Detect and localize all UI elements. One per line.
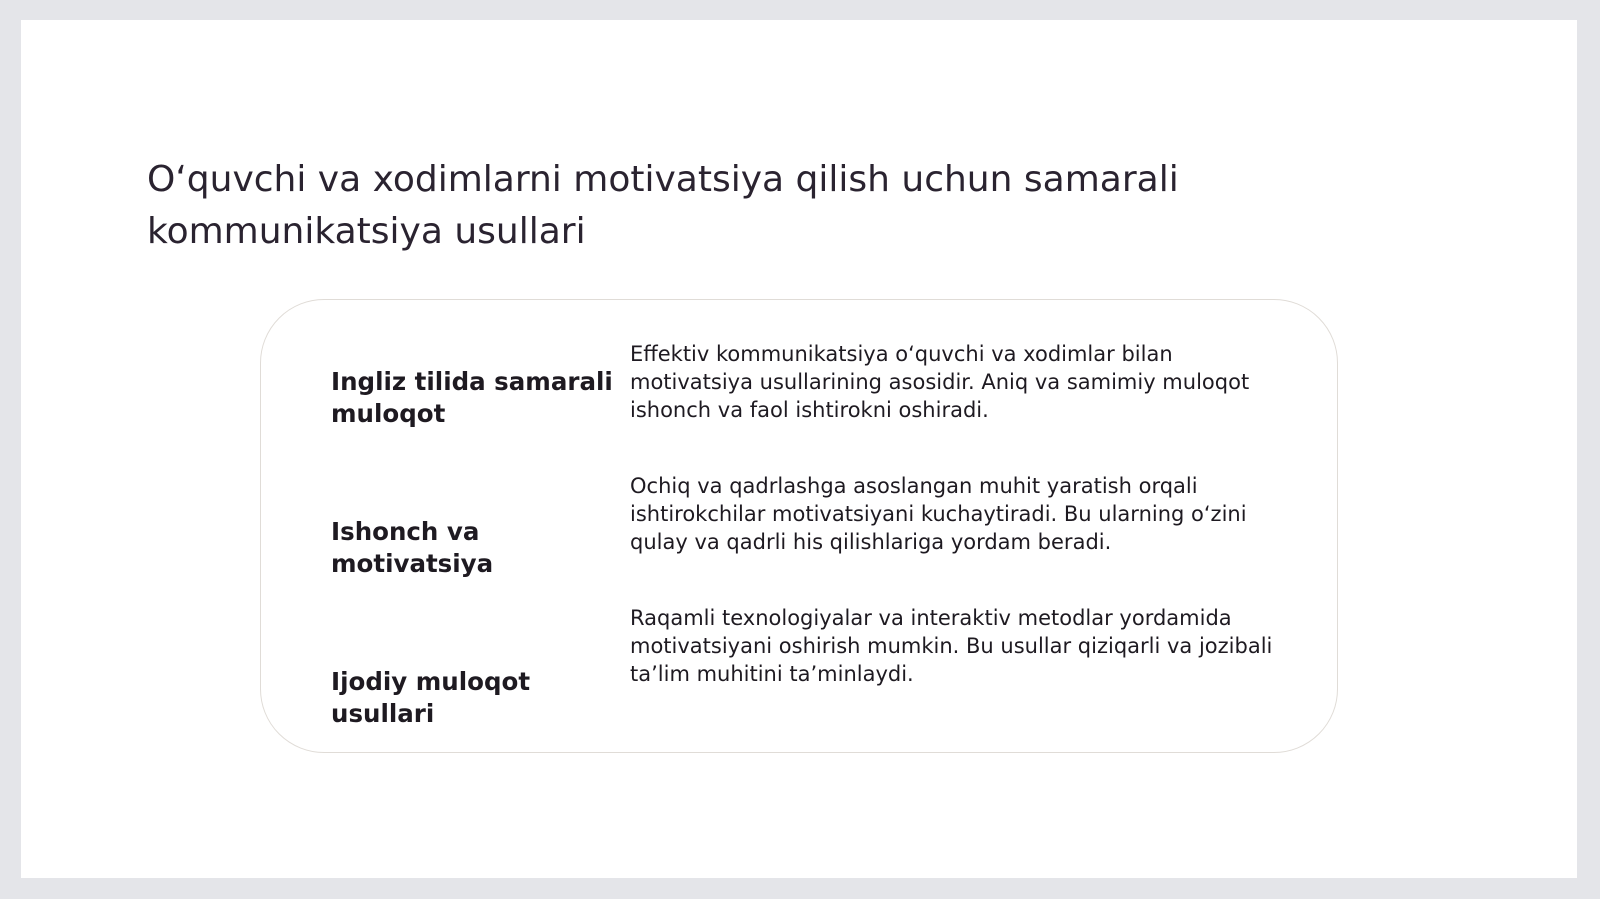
content-card bbox=[260, 299, 1338, 753]
row-label: Ingliz tilida samarali muloqot bbox=[331, 367, 613, 428]
slide bbox=[21, 20, 1577, 878]
slide-title: O‘quvchi va xodimlarni motivatsiya qilish uchun samarali kommunikatsiya usullari bbox=[147, 159, 1179, 252]
row-description: Ochiq va qadrlashga asoslangan muhit yaratish orqali ishtirokchilar motivatsiyani kuchaytiradi. Bu ularning o‘zini qulay va qadrli his qilishlariga yordam beradi. bbox=[630, 474, 1247, 554]
row-label: Ijodiy muloqot usullari bbox=[331, 667, 531, 728]
row-label: Ishonch va motivatsiya bbox=[331, 517, 494, 578]
row-description: Effektiv kommunikatsiya o‘quvchi va xodimlar bilan motivatsiya usullarining asosidir. Aniq va samimiy muloqot ishonch va faol ishtirokni oshiradi. bbox=[630, 342, 1250, 422]
row-description: Raqamli texnologiyalar va interaktiv metodlar yordamida motivatsiyani oshirish mumkin. Bu usullar qiziqarli va jozibali ta’lim muhitini ta’minlaydi. bbox=[630, 606, 1273, 686]
